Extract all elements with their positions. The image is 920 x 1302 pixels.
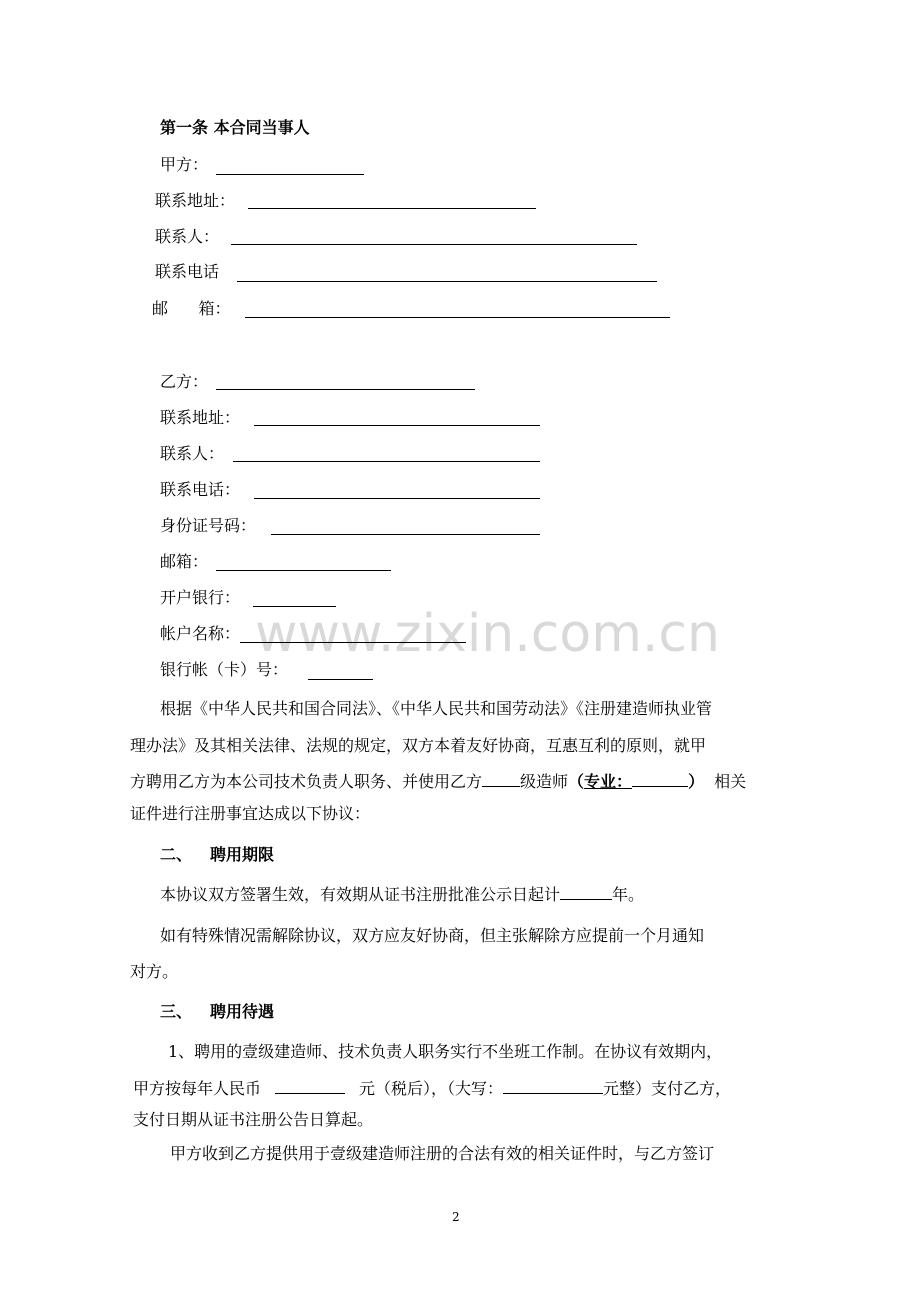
party-b-account-name-blank[interactable] bbox=[240, 642, 466, 643]
intro-line3-text-a: 方聘用乙方为本公司技术负责人职务、并使用乙方 bbox=[130, 772, 483, 791]
party-b-account-no-blank[interactable] bbox=[308, 679, 373, 680]
party-b-contact-blank[interactable] bbox=[233, 461, 540, 462]
page-number: 2 bbox=[452, 1210, 460, 1224]
party-b-account-name-label: 帐户名称： bbox=[160, 624, 241, 643]
section3-p1-line1: 1、聘用的壹级建造师、技术负责人职务实行不坐班工作制。在协议有效期内， bbox=[168, 1042, 723, 1061]
section2-title: 聘用期限 bbox=[210, 845, 275, 864]
party-b-contact-label: 联系人： bbox=[160, 444, 225, 463]
party-b-name-label: 乙方： bbox=[160, 372, 209, 391]
section1-heading: 第一条 本合同当事人 bbox=[160, 118, 310, 137]
salary-amount-blank[interactable] bbox=[275, 1077, 345, 1094]
party-b-name-blank[interactable] bbox=[216, 389, 475, 390]
section2-p1 bbox=[160, 883, 644, 905]
party-b-id-blank[interactable] bbox=[271, 534, 540, 535]
section2-p2-line1: 如有特殊情况需解除协议，双方应友好协商，但主张解除方应提前一个月通知 bbox=[160, 926, 705, 945]
section3-title: 聘用待遇 bbox=[210, 1002, 275, 1021]
intro-line3-text-b: 级造师 bbox=[520, 772, 569, 791]
salary-suffix: 元整）支付乙方， bbox=[603, 1079, 732, 1098]
intro-line3-paren-open: （ bbox=[568, 772, 585, 791]
party-a-contact-blank[interactable] bbox=[231, 244, 637, 245]
party-a-address-label: 联系地址： bbox=[155, 191, 236, 210]
party-b-phone-label: 联系电话： bbox=[160, 480, 241, 499]
party-a-contact-label: 联系人： bbox=[155, 227, 220, 246]
salary-label: 甲方按每年人民币 bbox=[133, 1079, 262, 1098]
section2-number: 二、 bbox=[160, 845, 193, 864]
specialty-blank[interactable] bbox=[632, 770, 688, 787]
watermark: www.zixin.com.cn bbox=[255, 604, 720, 664]
party-a-email-label: 邮 箱： bbox=[152, 299, 231, 318]
specialty-label: 专业： bbox=[584, 772, 633, 791]
section2-p2-line2: 对方。 bbox=[130, 962, 179, 981]
party-b-phone-blank[interactable] bbox=[254, 498, 540, 499]
intro-line3-paren-close: ） bbox=[688, 772, 705, 791]
intro-line-1: 根据《中华人民共和国合同法》、《中华人民共和国劳动法》《注册建造师执业管 bbox=[160, 699, 713, 718]
section3-p1-line3: 支付日期从证书注册公告日算起。 bbox=[133, 1110, 374, 1129]
section2-heading bbox=[160, 845, 274, 865]
party-a-name-blank[interactable] bbox=[216, 174, 364, 175]
party-b-id-label: 身份证号码： bbox=[160, 516, 257, 535]
party-a-phone-blank[interactable] bbox=[237, 281, 657, 282]
party-b-address-label: 联系地址： bbox=[160, 408, 241, 427]
grade-blank[interactable] bbox=[482, 770, 520, 787]
party-b-address-blank[interactable] bbox=[254, 425, 540, 426]
party-a-phone-label: 联系电话 bbox=[155, 262, 220, 281]
term-years-blank[interactable] bbox=[560, 883, 612, 900]
intro-line-4: 证件进行注册事宜达成以下协议： bbox=[130, 804, 371, 823]
section2-p1-text: 本协议双方签署生效，有效期从证书注册批准公示日起计 bbox=[160, 885, 561, 904]
section3-p1-line2 bbox=[133, 1077, 731, 1099]
party-a-address-blank[interactable] bbox=[248, 208, 536, 209]
salary-capital-label: 元（税后），（大写： bbox=[359, 1079, 504, 1098]
intro-line-2: 理办法》及其相关法律、法规的规定，双方本着友好协商，互惠互利的原则，就甲 bbox=[130, 736, 707, 755]
intro-line-3 bbox=[130, 770, 746, 792]
section2-p1-suffix: 年。 bbox=[612, 885, 645, 904]
section3-number: 三、 bbox=[160, 1002, 193, 1021]
party-b-bank-label: 开户银行： bbox=[160, 588, 241, 607]
party-b-email-blank[interactable] bbox=[216, 570, 391, 571]
party-a-name-label: 甲方： bbox=[160, 155, 209, 174]
salary-capital-blank[interactable] bbox=[503, 1077, 603, 1094]
party-b-email-label: 邮箱： bbox=[160, 552, 209, 571]
section3-heading bbox=[160, 1002, 274, 1022]
party-a-email-blank[interactable] bbox=[245, 317, 670, 318]
section3-p2-line1: 甲方收到乙方提供用于壹级建造师注册的合法有效的相关证件时，与乙方签订 bbox=[170, 1144, 715, 1163]
party-b-account-no-label: 银行帐（卡）号： bbox=[160, 660, 289, 679]
intro-line3-text-f: 相关 bbox=[714, 772, 747, 791]
